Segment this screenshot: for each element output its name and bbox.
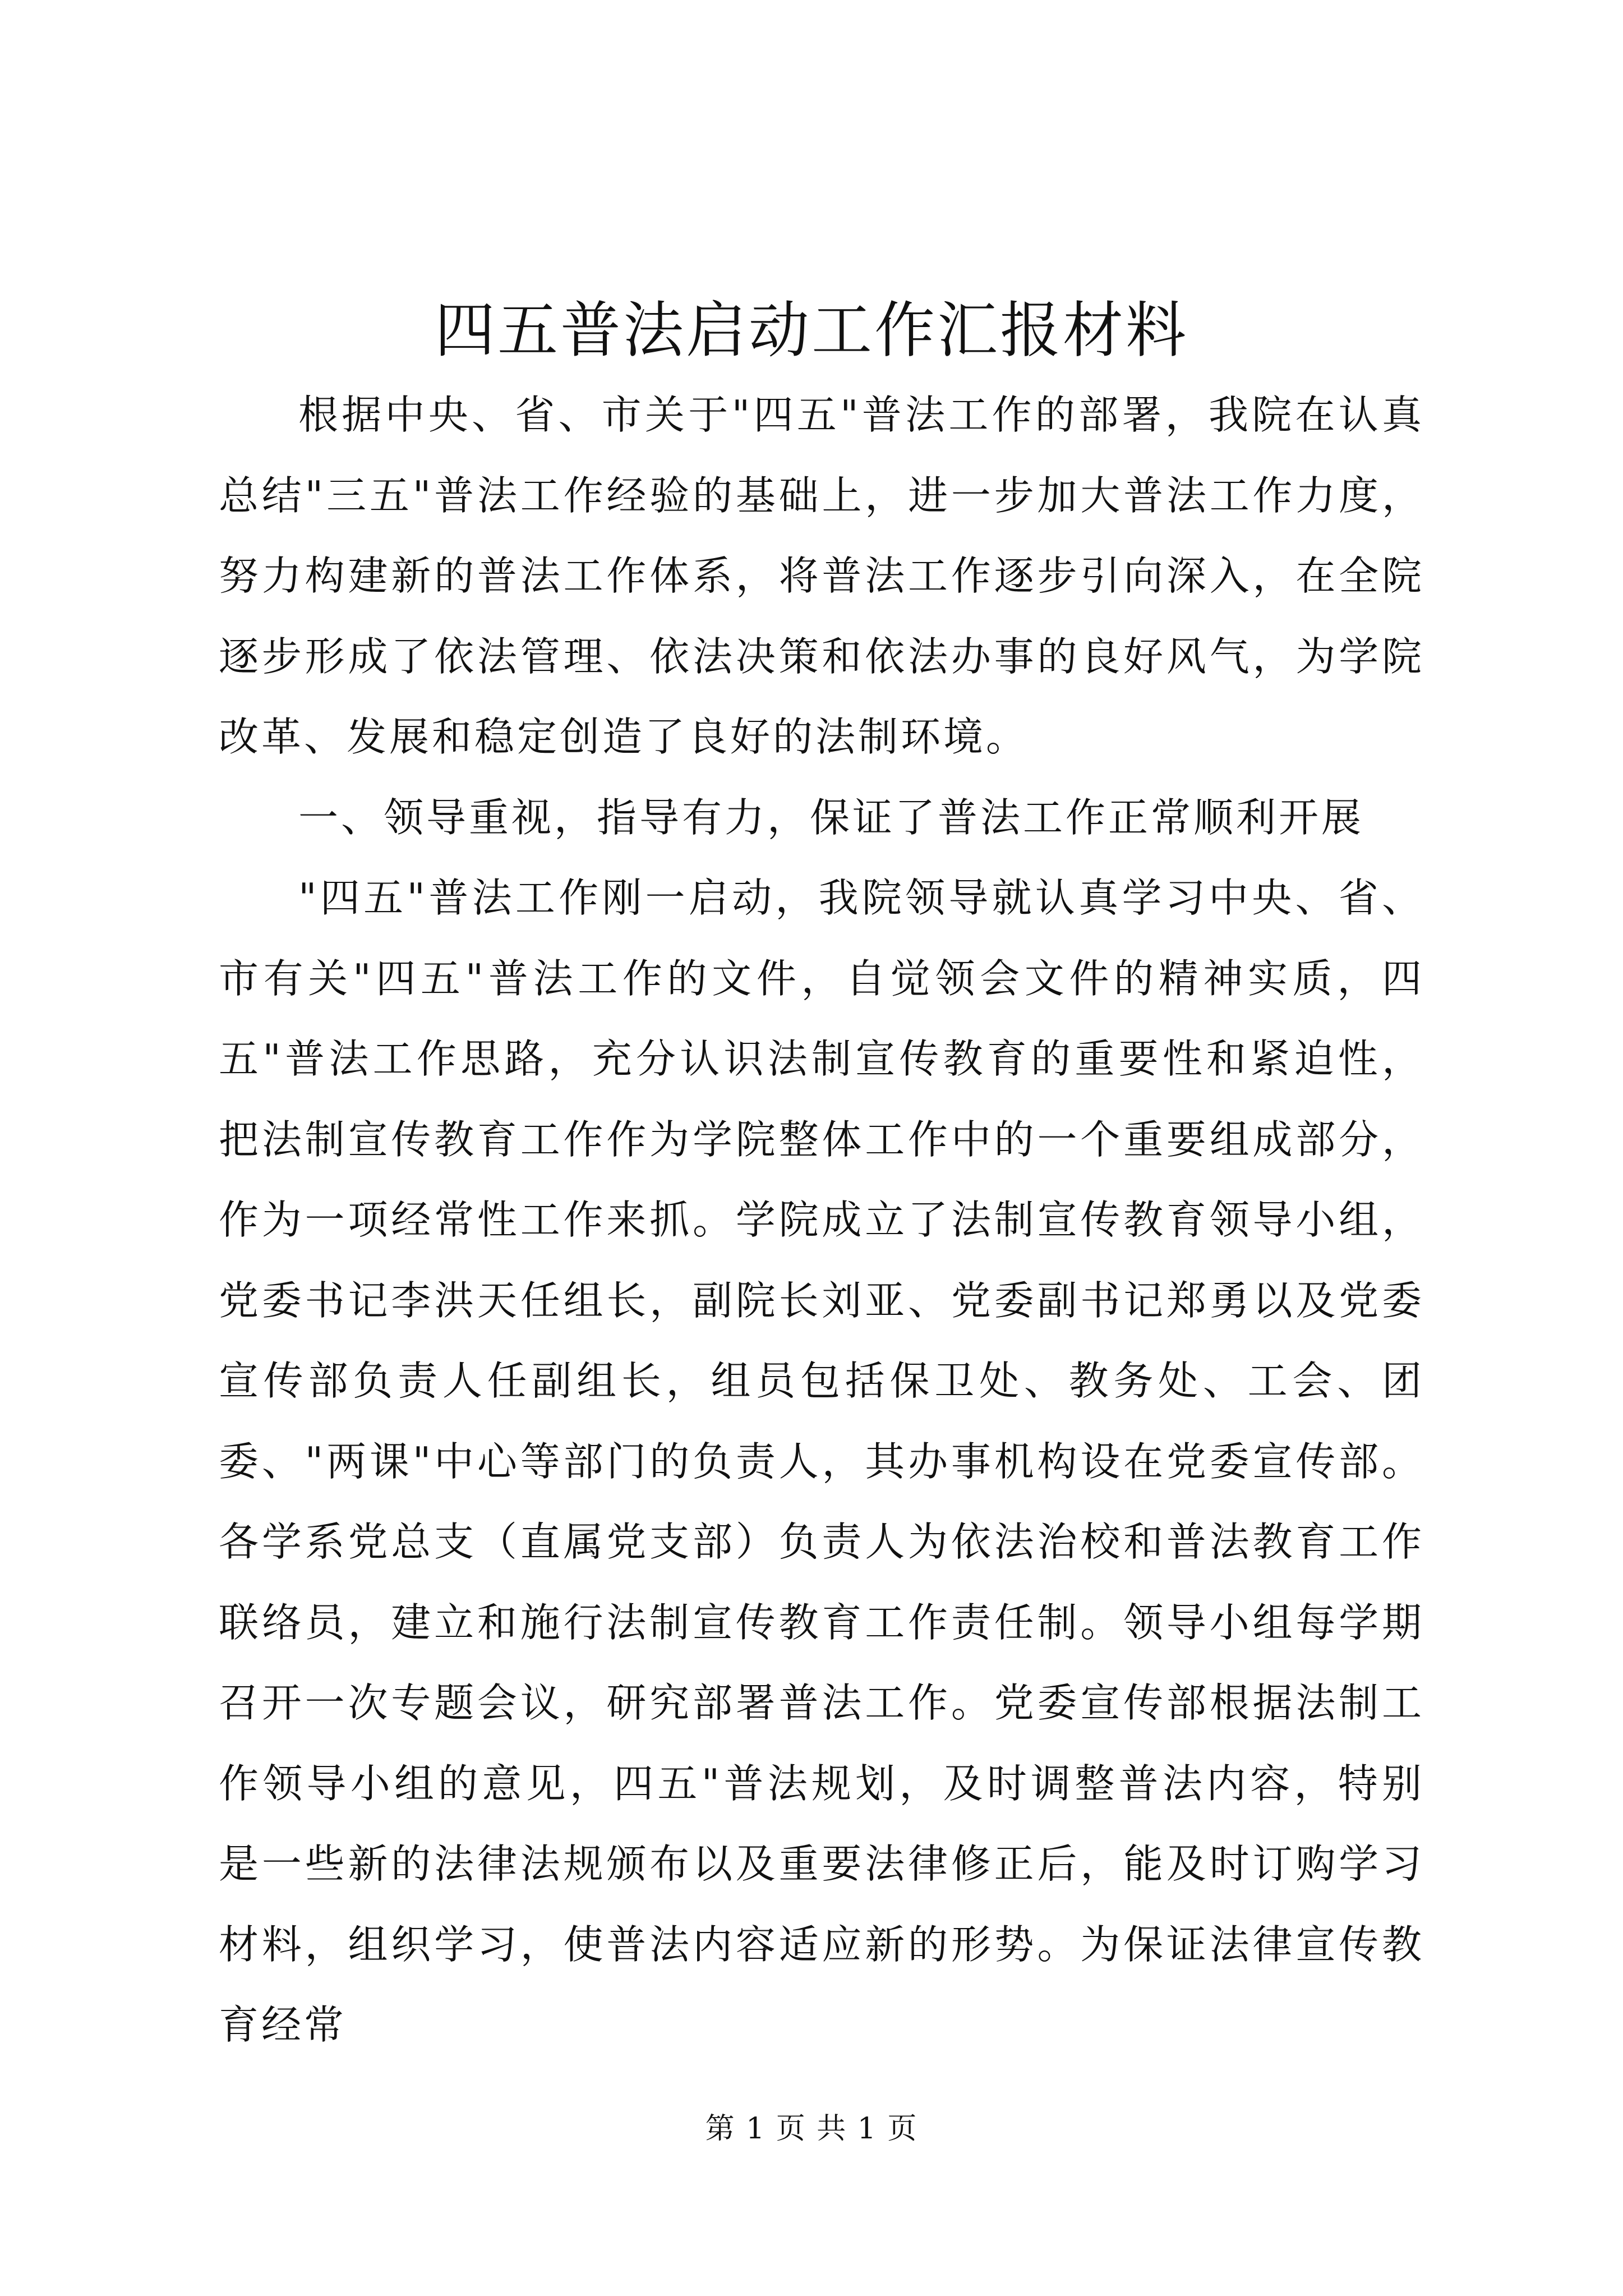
page-footer: 第 1 页 共 1 页	[705, 2112, 918, 2146]
document-body	[219, 375, 1424, 2065]
section-heading-1: 一、领导重视，指导有力，保证了普法工作正常顺利开展	[298, 794, 1364, 841]
paragraph-intro: 根据中央、省、市关于"四五"普法工作的部署，我院在认真总结"三五"普法工作经验的基础上，进一步加大普法工作力度，努力构建新的普法工作体系，将普法工作逐步引向深入，在全院逐步形成了依法管理、依法决策和依法办事的良好风气，为学院改革、发展和稳定创造了良好的法制环境。	[219, 392, 1424, 760]
document-title: 四五普法启动工作汇报材料	[434, 296, 1188, 366]
paragraph-section-1: "四五"普法工作刚一启动，我院领导就认真学习中央、省、市有关"四五"普法工作的文件，自觉领会文件的精神实质，四五"普法工作思路，充分认识法制宣传教育的重要性和紧迫性，把法制宣传教育工作作为学院整体工作中的一个重要组成部分，作为一项经常性工作来抓。学院成立了法制宣传教育领导小组，党委书记李洪天任组长，副院长刘亚、党委副书记郑勇以及党委宣传部负责人任副组长，组员包括保卫处、教务处、工会、团委、"两课"中心等部门的负责人，其办事机构设在党委宣传部。各学系党总支（直属党支部）负责人为依法治校和普法教育工作联络员，建立和施行法制宣传教育工作责任制。领导小组每学期召开一次专题会议，研究部署普法工作。党委宣传部根据法制工作领导小组的意见，四五"普法规划，及时调整普法内容，特别是一些新的法律法规颁布以及重要法律修正后，能及时订购学习材料，组织学习，使普法内容适应新的形势。为保证法律宣传教育经常	[219, 875, 1424, 2048]
